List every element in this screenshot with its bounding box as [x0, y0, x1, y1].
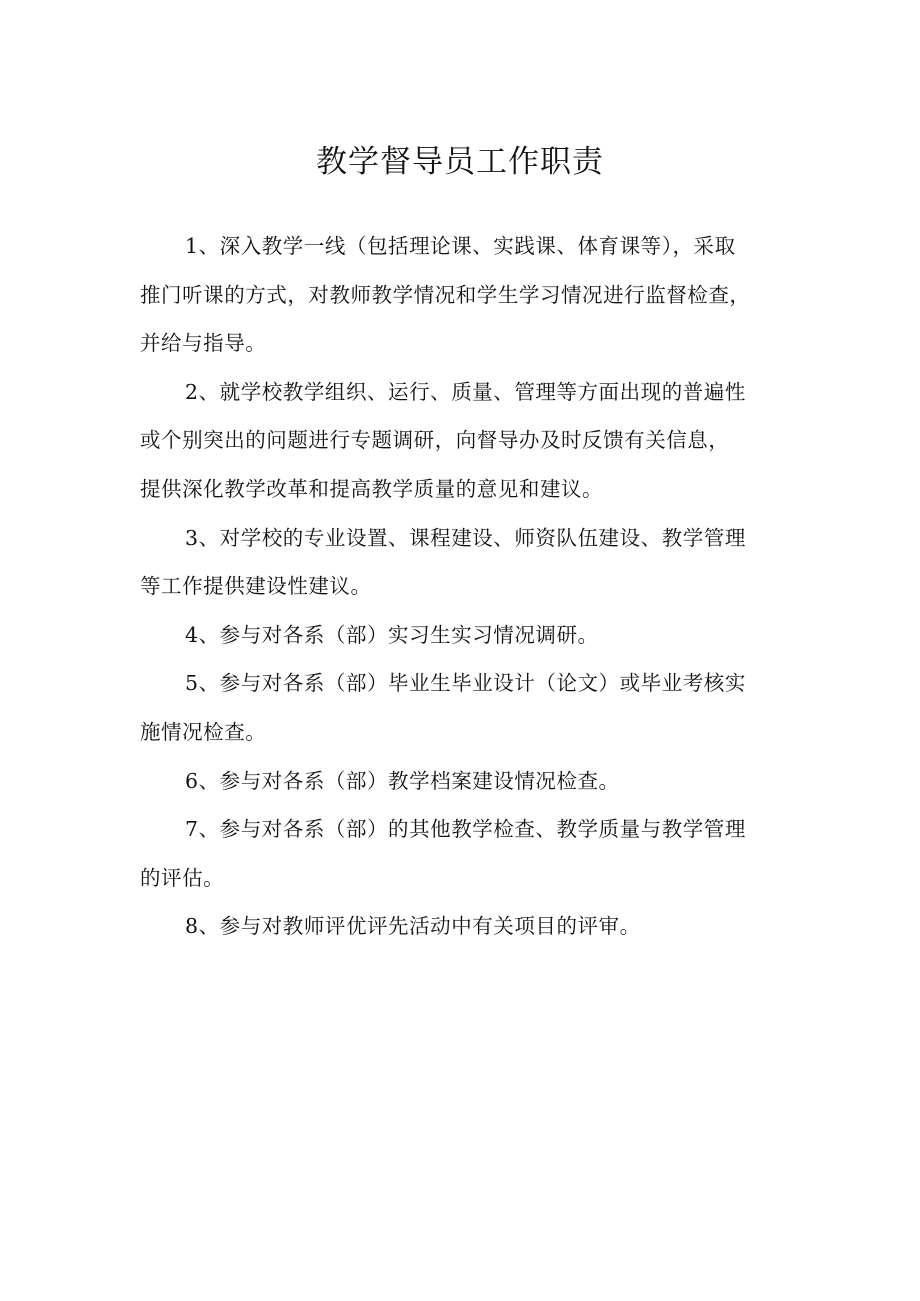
- paragraph-line: 的评估。: [140, 865, 225, 890]
- paragraph-line: 或个别突出的问题进行专题调研，向督导办及时反馈有关信息，: [140, 428, 730, 453]
- paragraph-line: 1、深入教学一线（包括理论课、实践课、体育课等），采取: [185, 234, 736, 258]
- paragraph-line: 8、参与对教师评优评先活动中有关项目的评审。: [185, 914, 641, 939]
- paragraph-5: [140, 659, 800, 756]
- paragraph-line: 等工作提供建设性建议。: [140, 574, 372, 599]
- paragraph-line: 并给与指导。: [140, 331, 267, 356]
- document-body: [140, 222, 800, 951]
- paragraph-4: [140, 611, 800, 660]
- paragraph-line: 推门听课的方式，对教师教学情况和学生学习情况进行监督检查，: [140, 282, 751, 307]
- paragraph-line: 提供深化教学改革和提高教学质量的意见和建议。: [140, 476, 604, 501]
- paragraph-line: 7、参与对各系（部）的其他教学检查、教学质量与教学管理: [185, 817, 746, 842]
- paragraph-1: [140, 222, 800, 368]
- paragraph-line: 6、参与对各系（部）教学档案建设情况检查。: [185, 768, 620, 793]
- paragraph-7: [140, 805, 800, 902]
- paragraph-8: [140, 902, 800, 951]
- paragraph-line: 3、对学校的专业设置、课程建设、师资队伍建设、教学管理: [185, 525, 746, 550]
- paragraph-3: [140, 514, 800, 611]
- paragraph-2: [140, 368, 800, 514]
- paragraph-line: 施情况检查。: [140, 719, 267, 744]
- paragraph-line: 2、就学校教学组织、运行、质量、管理等方面出现的普遍性: [185, 379, 746, 404]
- paragraph-line: 4、参与对各系（部）实习生实习情况调研。: [185, 622, 599, 647]
- paragraph-6: [140, 757, 800, 806]
- document-title: 教学督导员工作职责: [316, 144, 604, 180]
- paragraph-line: 5、参与对各系（部）毕业生毕业设计（论文）或毕业考核实: [185, 671, 746, 696]
